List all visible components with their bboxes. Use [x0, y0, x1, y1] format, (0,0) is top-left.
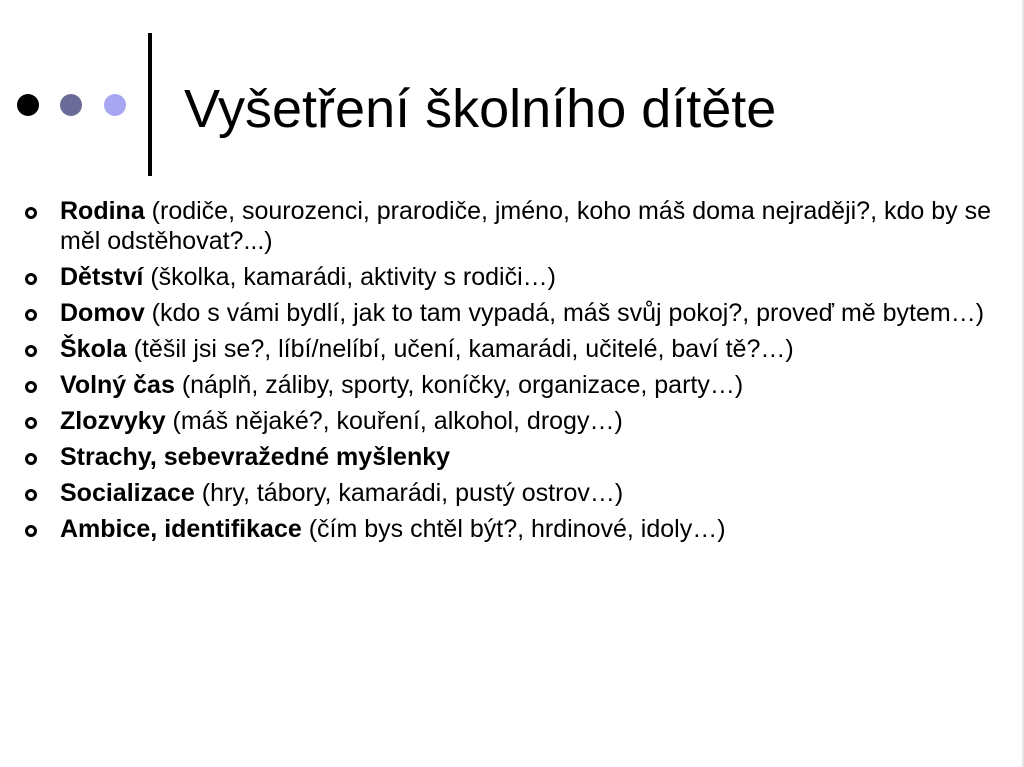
bullet-detail: (náplň, záliby, sporty, koníčky, organizace, party…)	[174, 371, 744, 399]
bullet-detail: (školka, kamarádi, aktivity s rodiči…)	[143, 263, 556, 291]
list-item	[0, 514, 1000, 544]
bullet-term: Ambice, identifikace	[60, 515, 302, 543]
list-item	[0, 406, 1000, 436]
bullet-term: Rodina	[60, 197, 145, 225]
bullet-term: Škola	[60, 335, 127, 363]
bullet-detail: (těšil jsi se?, líbí/nelíbí, učení, kamarádi, učitelé, baví tě?…)	[126, 335, 794, 363]
list-item	[0, 442, 1000, 472]
bullet-circle-icon	[25, 417, 37, 429]
title-divider-bar	[148, 33, 152, 176]
bullet-term: Dětství	[60, 263, 144, 291]
list-item	[0, 334, 1000, 364]
bullet-circle-icon	[25, 453, 37, 465]
list-item	[0, 370, 1000, 400]
title-dot-2	[60, 94, 82, 116]
bullet-circle-icon	[25, 309, 37, 321]
bullet-term: Domov	[60, 299, 145, 327]
bullet-detail: (hry, tábory, kamarádi, pustý ostrov…)	[194, 479, 624, 507]
bullet-term: Volný čas	[60, 371, 175, 399]
bullet-circle-icon	[25, 207, 37, 219]
bullet-circle-icon	[25, 345, 37, 357]
title-dot-3	[104, 94, 126, 116]
bullet-term: Strachy, sebevražedné myšlenky	[60, 443, 451, 471]
list-item	[0, 262, 1000, 292]
bullet-detail: (kdo s vámi bydlí, jak to tam vypadá, máš svůj pokoj?, proveď mě bytem…)	[144, 299, 985, 327]
bullet-detail: (máš nějaké?, kouření, alkohol, drogy…)	[165, 407, 623, 435]
bullet-circle-icon	[25, 489, 37, 501]
bullet-circle-icon	[25, 525, 37, 537]
list-item	[0, 298, 1000, 328]
list-item	[0, 478, 1000, 508]
list-item	[0, 196, 1000, 256]
bullet-circle-icon	[25, 273, 37, 285]
bullet-list	[0, 196, 1000, 550]
title-dot-1	[17, 94, 39, 116]
bullet-circle-icon	[25, 381, 37, 393]
bullet-term: Zlozvyky	[60, 407, 166, 435]
bullet-detail: (rodiče, sourozenci, prarodiče, jméno, koho máš doma nejraději?, kdo by se měl odstěhovat?...)	[60, 197, 991, 255]
bullet-detail: (čím bys chtěl být?, hrdinové, idoly…)	[301, 515, 726, 543]
bullet-term: Socializace	[60, 479, 195, 507]
slide-title: Vyšetření školního dítěte	[184, 79, 777, 139]
